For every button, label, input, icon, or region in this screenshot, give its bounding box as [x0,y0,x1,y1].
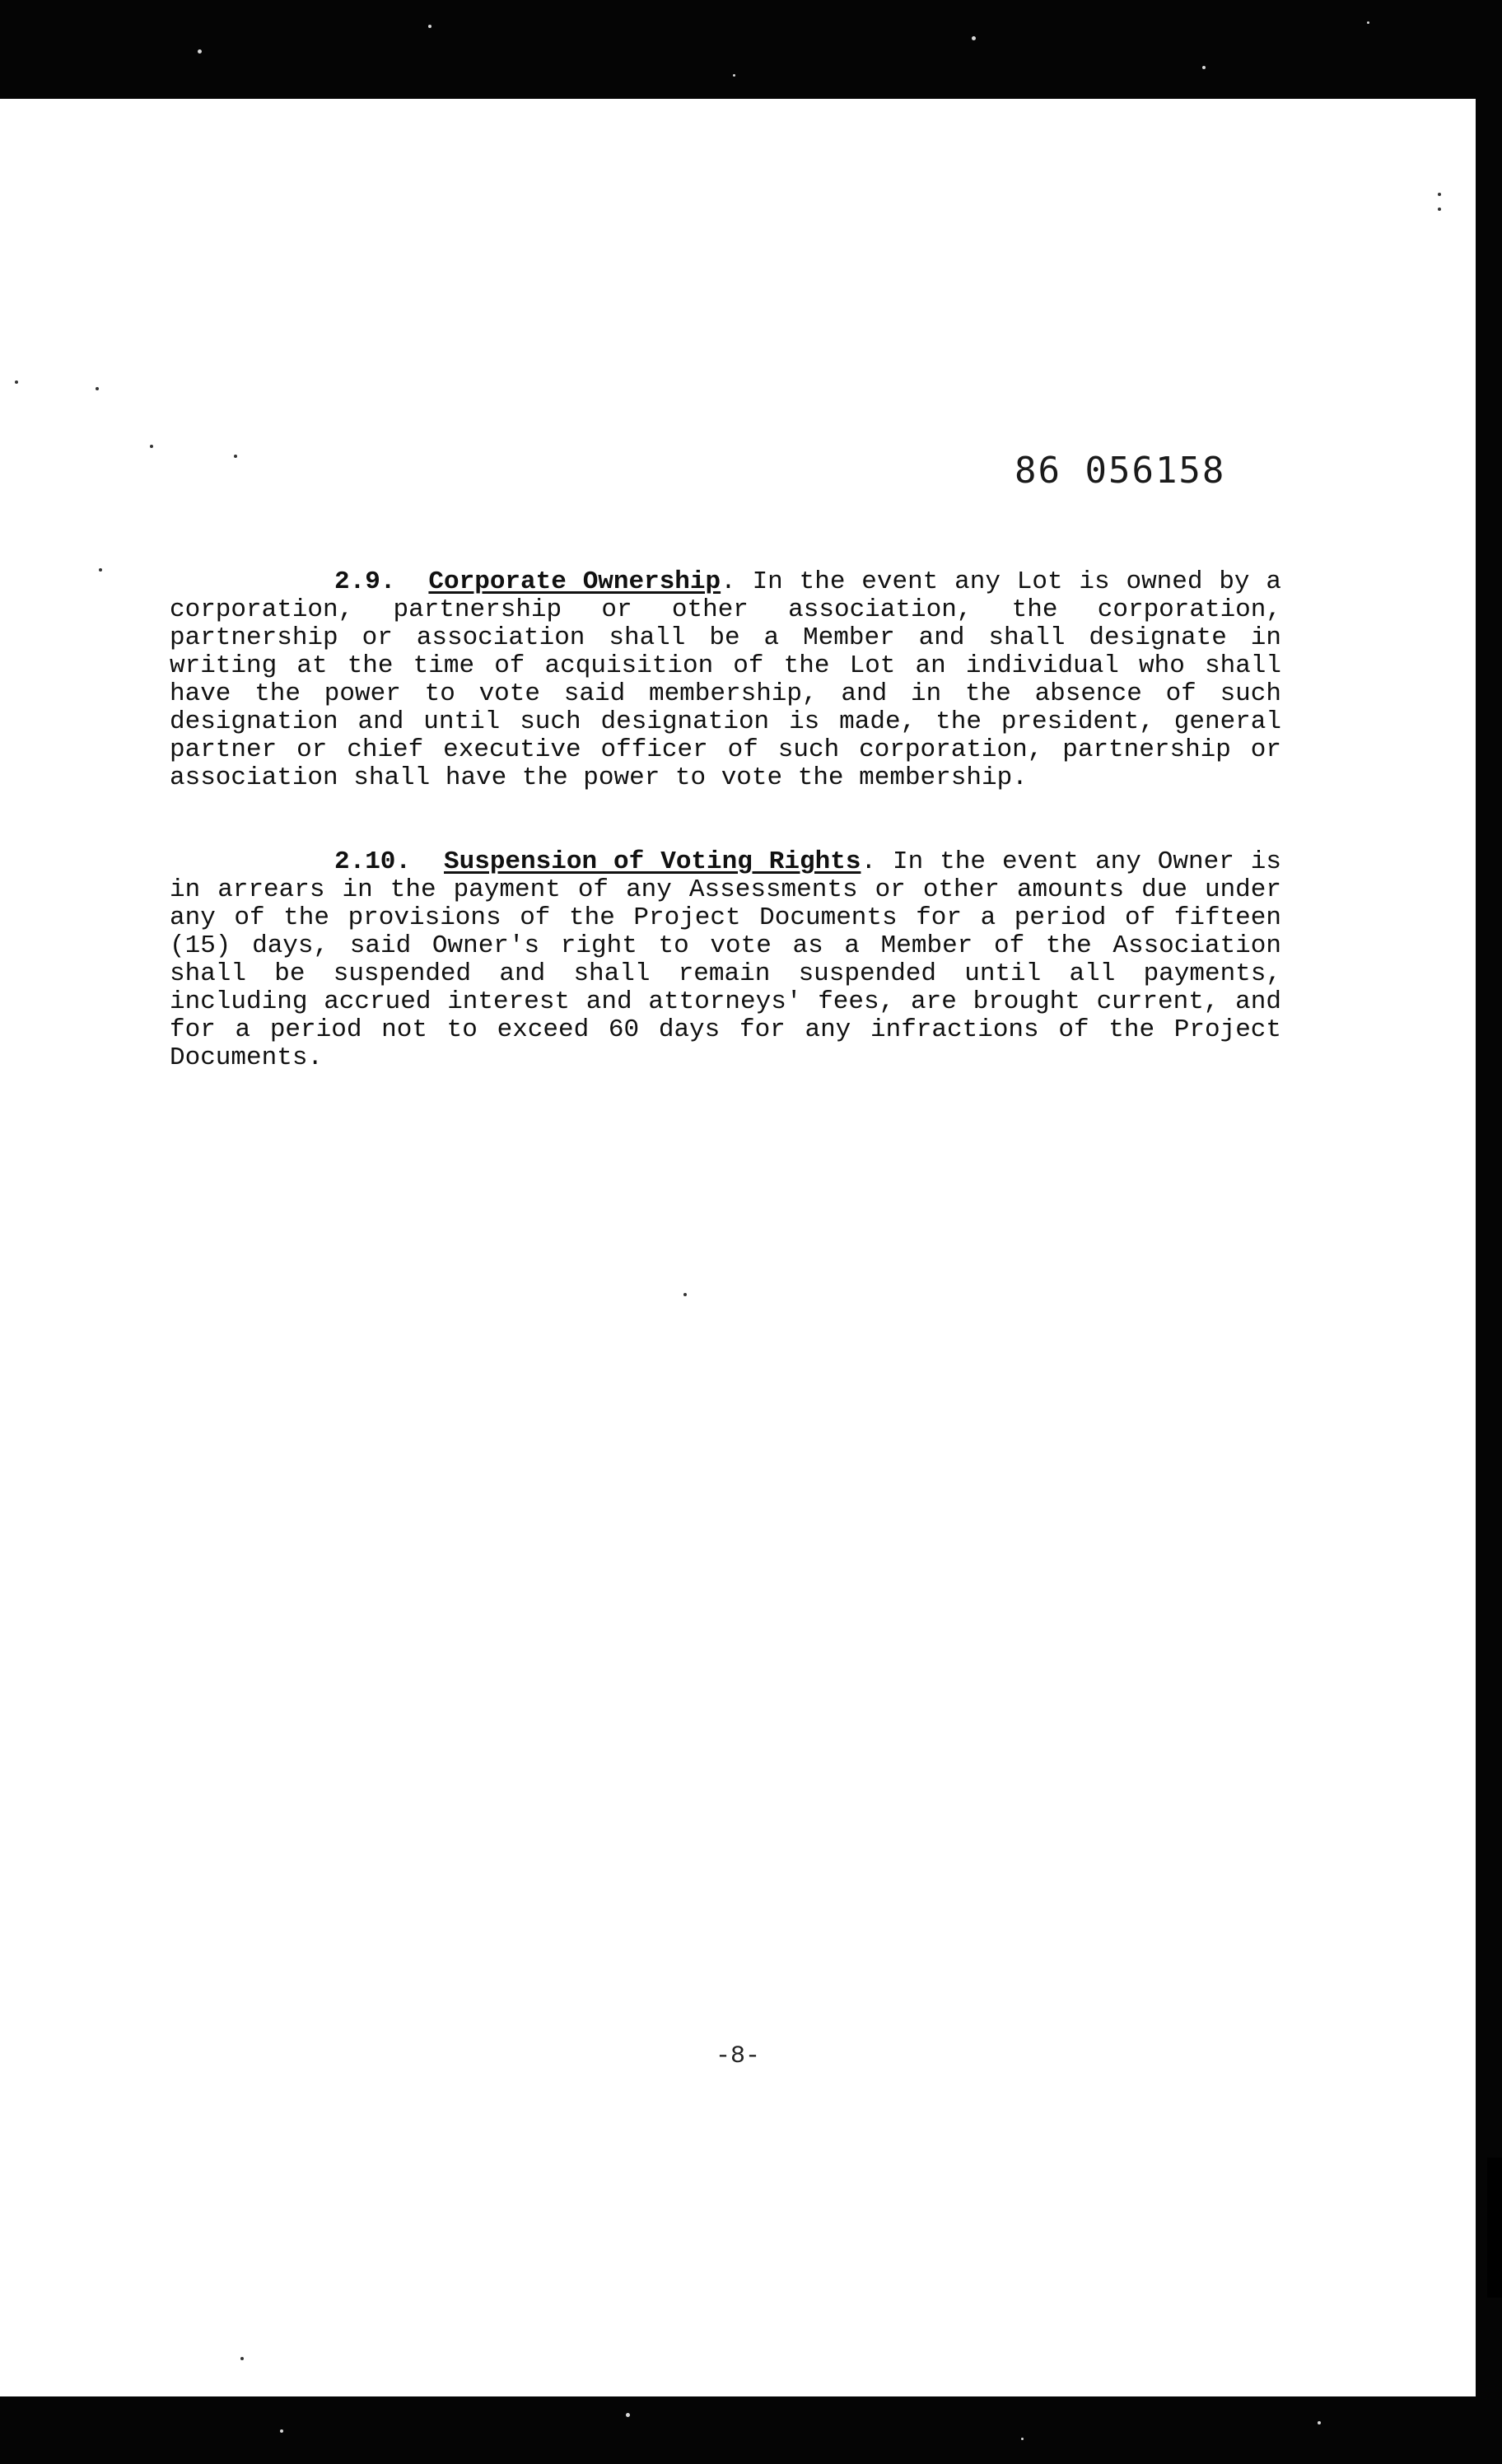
section-2-10 [170,848,1281,1072]
section-2-9 [170,568,1281,792]
scan-speck [96,387,99,390]
scan-speck [15,380,18,384]
section-paragraph [170,568,1281,792]
scan-noise [1367,21,1369,24]
section-body: . In the event any Lot is owned by a corporation, partnership or other association, the corporation, partnership or association shall be a Member and shall designate in writing at the time of acquisition of the Lot an individual who shall have the power to vote said membership, and in the absence of such designation and until such designation is made, the president, general partner or chief executive officer of such corporation, partnership or association shall have the power to vote the membership. [170,567,1281,792]
scan-noise [198,49,202,54]
section-number: 2.10. [334,847,412,876]
scan-speck [99,568,102,572]
scan-noise [626,2413,630,2417]
scan-noise [1021,2438,1024,2440]
section-number: 2.9. [334,567,396,596]
scan-noise [972,36,976,40]
scan-noise [1202,66,1206,69]
scan-noise [280,2429,283,2433]
scan-speck [150,445,153,448]
section-title: Suspension of Voting Rights [444,847,861,876]
scan-speck [240,2357,244,2360]
page-number: -8- [715,2042,760,2070]
scan-speck [1438,193,1441,196]
section-paragraph [170,848,1281,1072]
scan-speck [1438,208,1441,211]
scan-speck [234,455,237,458]
section-title: Corporate Ownership [428,567,721,596]
scan-border-bottom [0,2395,1502,2464]
scan-noise [428,25,431,28]
document-number: 86 056158 [1015,450,1226,492]
scan-noise [733,74,735,77]
scan-speck [683,1293,687,1296]
scan-edge-mark [1487,2158,1502,2298]
scan-noise [1318,2421,1321,2424]
scan-border-top [0,0,1502,100]
section-body: . In the event any Owner is in arrears in the payment of any Assessments or other amounts due under any of the provisions of the Project Documents for a period of fifteen (15) days, said Owner's right to vote as a Member of the Association shall be suspended and shall remain suspended until all payments, including accrued interest and attorneys' fees, are brought current, and for a period not to exceed 60 days for any infractions of the Project Documents. [170,847,1281,1072]
scan-border-right [1476,0,1502,2464]
